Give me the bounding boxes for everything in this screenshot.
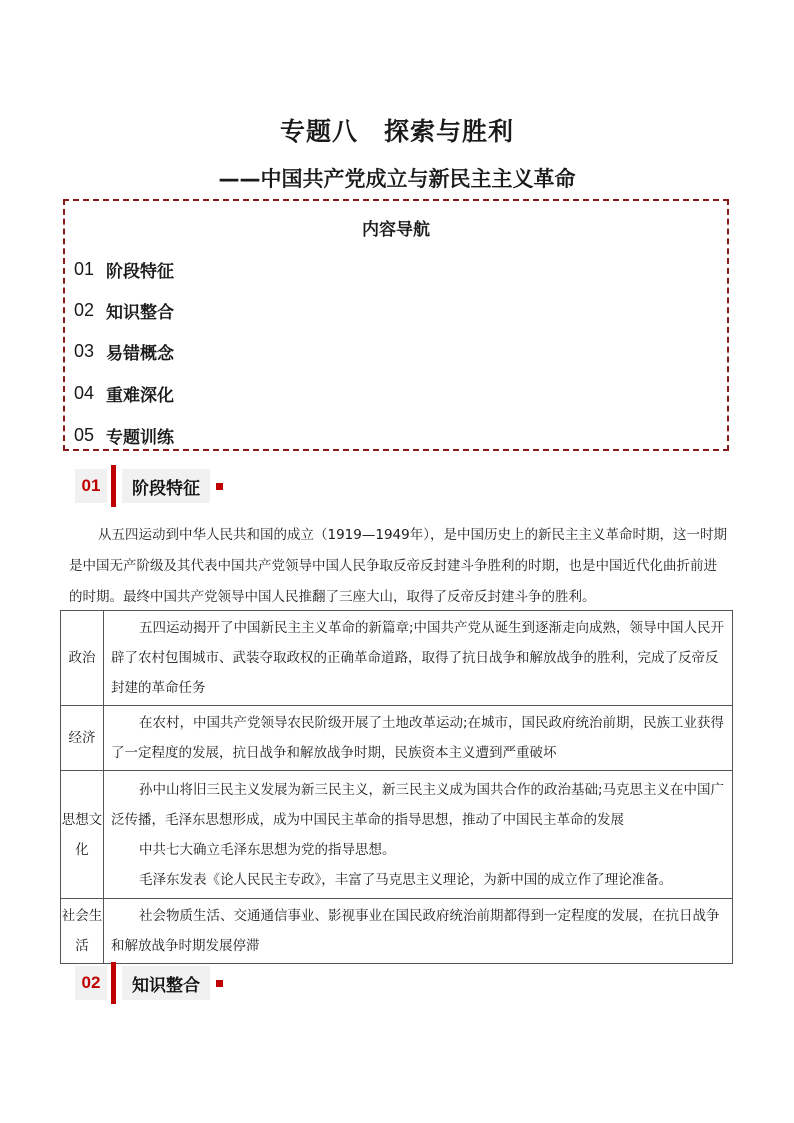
section-divider-bar [111, 465, 116, 507]
nav-item-number: 01 [74, 259, 95, 279]
section-title: 阶段特征 [122, 469, 210, 503]
table-content-cell [104, 899, 733, 964]
nav-item-4[interactable] [74, 381, 174, 406]
nav-item-1[interactable] [74, 257, 174, 282]
section-header-02 [75, 966, 223, 1000]
table-row [61, 611, 733, 706]
table-category-cell: 经济 [61, 706, 104, 771]
table-paragraph: 在农村，中国共产党领导农民阶级开展了土地改革运动;在城市，国民政府统治前期，民族工业获得了一定程度的发展，抗日战争和解放战争时期，民族资本主义遭到严重破坏 [111, 715, 725, 761]
table-row [61, 706, 733, 771]
nav-item-label: 专题训练 [106, 428, 174, 448]
nav-item-label: 重难深化 [106, 386, 174, 406]
section-number-badge: 01 [75, 469, 107, 503]
section-title: 知识整合 [122, 966, 210, 1000]
table-paragraph: 中共七大确立毛泽东思想为党的指导思想。 [139, 841, 396, 858]
table-content-cell [104, 611, 733, 706]
nav-item-5[interactable] [74, 423, 174, 448]
table-category-cell: 政治 [61, 611, 104, 706]
table-row [61, 771, 733, 899]
table-paragraph: 孙中山将旧三民主义发展为新三民主义，新三民主义成为国共合作的政治基础;马克思主义在中国广泛传播，毛泽东思想形成，成为中国民主革命的指导思想，推动了中国民主革命的发展 [111, 781, 725, 828]
stage-features-table [60, 610, 733, 964]
page-subtitle: ——中国共产党成立与新民主主义革命 [218, 167, 576, 191]
table-row [61, 899, 733, 964]
intro-paragraph: 从五四运动到中华人民共和国的成立（1919—1949年），是中国历史上的新民主主义革命时期，这一时期是中国无产阶级及其代表中国共产党领导中国人民争取反帝反封建斗争胜利的时期，也是中国近代化曲折前进的时期。最终中国共产党领导中国人民推翻了三座大山，取得了反帝反封建斗争的胜利。 [69, 527, 727, 605]
table-paragraph: 社会物质生活、交通通信事业、影视事业在国民政府统治前期都得到一定程度的发展，在抗日战争和解放战争时期发展停滞 [111, 908, 720, 954]
nav-item-2[interactable] [74, 298, 174, 323]
table-paragraph: 毛泽东发表《论人民民主专政》，丰富了马克思主义理论，为新中国的成立作了理论准备。 [139, 871, 673, 888]
nav-item-number: 04 [74, 383, 95, 403]
square-bullet-icon [216, 980, 223, 987]
table-content-cell [104, 771, 733, 899]
nav-item-number: 05 [74, 425, 95, 445]
section-header-01 [75, 469, 223, 503]
page-title: 专题八 探索与胜利 [279, 117, 514, 146]
nav-item-label: 易错概念 [106, 344, 174, 364]
table-category-cell: 思想文化 [61, 771, 104, 899]
section-number-badge: 02 [75, 966, 107, 1000]
nav-item-label: 阶段特征 [106, 262, 174, 282]
table-paragraph: 五四运动揭开了中国新民主主义革命的新篇章;中国共产党从诞生到逐渐走向成熟，领导中国人民开辟了农村包围城市、武装夺取政权的正确革命道路，取得了抗日战争和解放战争的胜利，完成了反帝反封建的革命任务 [111, 620, 725, 696]
nav-item-number: 02 [74, 300, 95, 320]
square-bullet-icon [216, 483, 223, 490]
nav-item-number: 03 [74, 341, 95, 361]
table-category-cell: 社会生活 [61, 899, 104, 964]
nav-title: 内容导航 [362, 220, 430, 240]
table-content-cell [104, 706, 733, 771]
content-navigation-box [63, 199, 729, 451]
nav-item-label: 知识整合 [106, 303, 174, 323]
section-divider-bar [111, 962, 116, 1004]
nav-item-3[interactable] [74, 339, 174, 364]
